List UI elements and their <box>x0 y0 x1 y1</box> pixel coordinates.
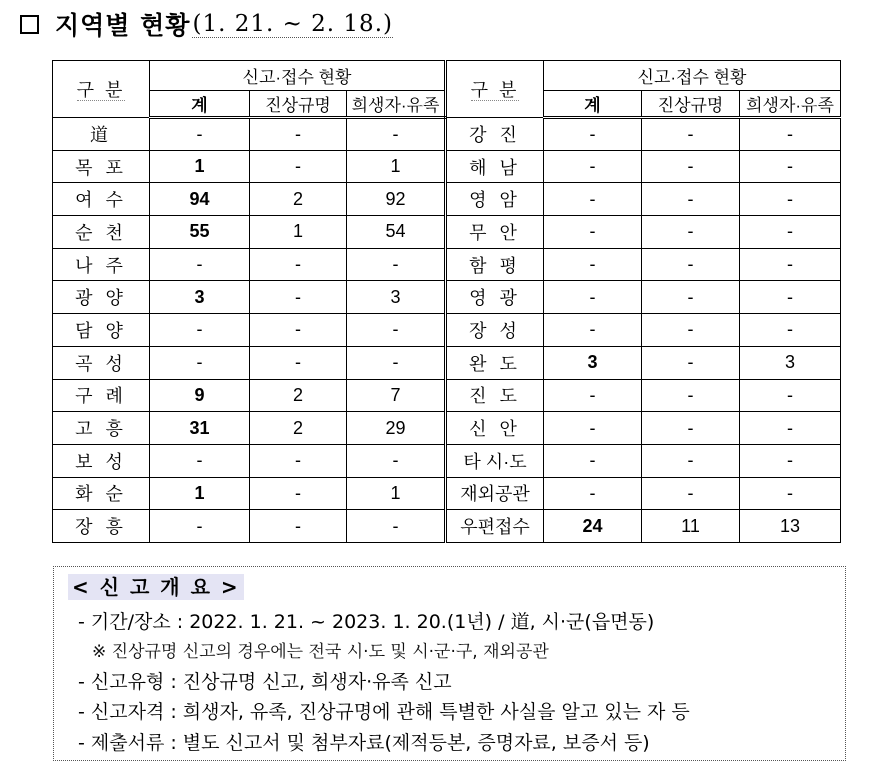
total-cell: - <box>544 150 642 183</box>
victim-cell: - <box>740 379 841 412</box>
victim-cell: 3 <box>347 281 446 314</box>
victim-cell: - <box>740 150 841 183</box>
truth-cell: - <box>642 346 740 379</box>
region-cell: 타 시·도 <box>446 444 544 477</box>
total-cell: 3 <box>150 281 250 314</box>
table-row <box>53 150 841 183</box>
total-cell: - <box>150 510 250 543</box>
truth-cell: - <box>642 314 740 347</box>
region-cell: 나 주 <box>53 248 150 281</box>
truth-cell: - <box>642 118 740 151</box>
truth-cell: - <box>642 477 740 510</box>
subheader-total-left: 계 <box>150 91 250 118</box>
total-cell: 9 <box>150 379 250 412</box>
overview-documents: - 제출서류 : 별도 신고서 및 첨부자료(제적등본, 증명자료, 보증서 등) <box>78 732 650 754</box>
header-region-right: 구 분 <box>446 61 544 118</box>
table-row <box>53 314 841 347</box>
header-region-left: 구 분 <box>53 61 150 118</box>
header-row <box>53 61 841 91</box>
victim-cell: - <box>740 281 841 314</box>
region-cell: 보 성 <box>53 444 150 477</box>
truth-cell: - <box>642 216 740 249</box>
region-cell: 강 진 <box>446 118 544 151</box>
victim-cell: 1 <box>347 150 446 183</box>
region-cell: 영 광 <box>446 281 544 314</box>
truth-cell: - <box>250 314 347 347</box>
total-cell: - <box>544 412 642 445</box>
subheader-total-right: 계 <box>544 91 642 118</box>
victim-cell: - <box>740 248 841 281</box>
header-group-left: 신고·접수 현황 <box>150 61 446 91</box>
total-cell: 94 <box>150 183 250 216</box>
victim-cell: 54 <box>347 216 446 249</box>
table-row <box>53 216 841 249</box>
region-cell: 장 흥 <box>53 510 150 543</box>
table-row <box>53 248 841 281</box>
region-cell: 목 포 <box>53 150 150 183</box>
total-cell: - <box>544 477 642 510</box>
region-cell: 곡 성 <box>53 346 150 379</box>
title-main: 지역별 현황 <box>55 11 191 40</box>
region-cell: 영 암 <box>446 183 544 216</box>
victim-cell: - <box>740 412 841 445</box>
region-cell: 여 수 <box>53 183 150 216</box>
total-cell: 1 <box>150 150 250 183</box>
table-row <box>53 412 841 445</box>
truth-cell: 2 <box>250 183 347 216</box>
region-cell: 순 천 <box>53 216 150 249</box>
square-bullet-icon <box>20 15 39 34</box>
truth-cell: - <box>642 281 740 314</box>
victim-cell: - <box>740 183 841 216</box>
total-cell: - <box>544 216 642 249</box>
victim-cell: 3 <box>740 346 841 379</box>
total-cell: 31 <box>150 412 250 445</box>
truth-cell: - <box>250 281 347 314</box>
truth-cell: 1 <box>250 216 347 249</box>
table-row <box>53 510 841 543</box>
total-cell: - <box>150 248 250 281</box>
truth-cell: - <box>250 346 347 379</box>
victim-cell: - <box>347 248 446 281</box>
table-row <box>53 346 841 379</box>
truth-cell: 11 <box>642 510 740 543</box>
region-cell: 道 <box>53 118 150 151</box>
victim-cell: - <box>347 314 446 347</box>
region-cell: 함 평 <box>446 248 544 281</box>
region-cell: 화 순 <box>53 477 150 510</box>
truth-cell: - <box>642 248 740 281</box>
victim-cell: - <box>740 314 841 347</box>
truth-cell: - <box>642 412 740 445</box>
table-row <box>53 379 841 412</box>
title-period: (1. 21. ~ 2. 18.) <box>192 10 393 37</box>
overview-eligibility: - 신고자격 : 희생자, 유족, 진상규명에 관해 특별한 사실을 알고 있는 자 등 <box>78 701 690 723</box>
region-cell: 담 양 <box>53 314 150 347</box>
total-cell: - <box>544 379 642 412</box>
total-cell: 24 <box>544 510 642 543</box>
truth-cell: - <box>642 379 740 412</box>
table-row <box>53 118 841 151</box>
section-title <box>20 6 393 42</box>
victim-cell: 7 <box>347 379 446 412</box>
total-cell: - <box>544 444 642 477</box>
truth-cell: - <box>250 477 347 510</box>
truth-cell: - <box>642 150 740 183</box>
regional-status-table <box>52 60 841 543</box>
total-cell: 3 <box>544 346 642 379</box>
victim-cell: - <box>347 444 446 477</box>
victim-cell: 29 <box>347 412 446 445</box>
table-body <box>53 118 841 543</box>
table-row <box>53 444 841 477</box>
region-cell: 우편접수 <box>446 510 544 543</box>
victim-cell: 13 <box>740 510 841 543</box>
victim-cell: - <box>740 477 841 510</box>
subheader-truth-left: 진상규명 <box>250 91 347 118</box>
total-cell: 55 <box>150 216 250 249</box>
region-cell: 진 도 <box>446 379 544 412</box>
total-cell: 1 <box>150 477 250 510</box>
region-cell: 무 안 <box>446 216 544 249</box>
total-cell: - <box>150 346 250 379</box>
truth-cell: 2 <box>250 379 347 412</box>
header-group-right: 신고·접수 현황 <box>544 61 841 91</box>
victim-cell: - <box>740 118 841 151</box>
truth-cell: - <box>642 183 740 216</box>
total-cell: - <box>544 314 642 347</box>
victim-cell: - <box>347 346 446 379</box>
total-cell: - <box>544 118 642 151</box>
total-cell: - <box>544 248 642 281</box>
total-cell: - <box>544 183 642 216</box>
table-row <box>53 281 841 314</box>
total-cell: - <box>150 118 250 151</box>
region-cell: 구 례 <box>53 379 150 412</box>
region-cell: 광 양 <box>53 281 150 314</box>
overview-period: - 기간/장소 : 2022. 1. 21. ~ 2023. 1. 20.(1년) / 道, 시·군(읍면동) <box>78 611 655 633</box>
table-row <box>53 183 841 216</box>
victim-cell: 1 <box>347 477 446 510</box>
victim-cell: - <box>347 510 446 543</box>
total-cell: - <box>150 444 250 477</box>
total-cell: - <box>150 314 250 347</box>
subheader-victim-right: 희생자·유족 <box>740 91 841 118</box>
overview-note: ※ 진상규명 신고의 경우에는 전국 시·도 및 시·군·구, 재외공관 <box>92 642 549 662</box>
subheader-truth-right: 진상규명 <box>642 91 740 118</box>
truth-cell: 2 <box>250 412 347 445</box>
victim-cell: - <box>740 216 841 249</box>
victim-cell: 92 <box>347 183 446 216</box>
region-cell: 장 성 <box>446 314 544 347</box>
truth-cell: - <box>250 248 347 281</box>
region-cell: 재외공관 <box>446 477 544 510</box>
region-cell: 완 도 <box>446 346 544 379</box>
truth-cell: - <box>250 444 347 477</box>
victim-cell: - <box>740 444 841 477</box>
truth-cell: - <box>642 444 740 477</box>
region-cell: 해 남 <box>446 150 544 183</box>
victim-cell: - <box>347 118 446 151</box>
region-cell: 고 흥 <box>53 412 150 445</box>
subheader-victim-left: 희생자·유족 <box>347 91 446 118</box>
truth-cell: - <box>250 510 347 543</box>
total-cell: - <box>544 281 642 314</box>
overview-title: < 신 고 개 요 > <box>68 574 244 600</box>
truth-cell: - <box>250 150 347 183</box>
truth-cell: - <box>250 118 347 151</box>
region-cell: 신 안 <box>446 412 544 445</box>
overview-type: - 신고유형 : 진상규명 신고, 희생자·유족 신고 <box>78 671 452 693</box>
table-row <box>53 477 841 510</box>
